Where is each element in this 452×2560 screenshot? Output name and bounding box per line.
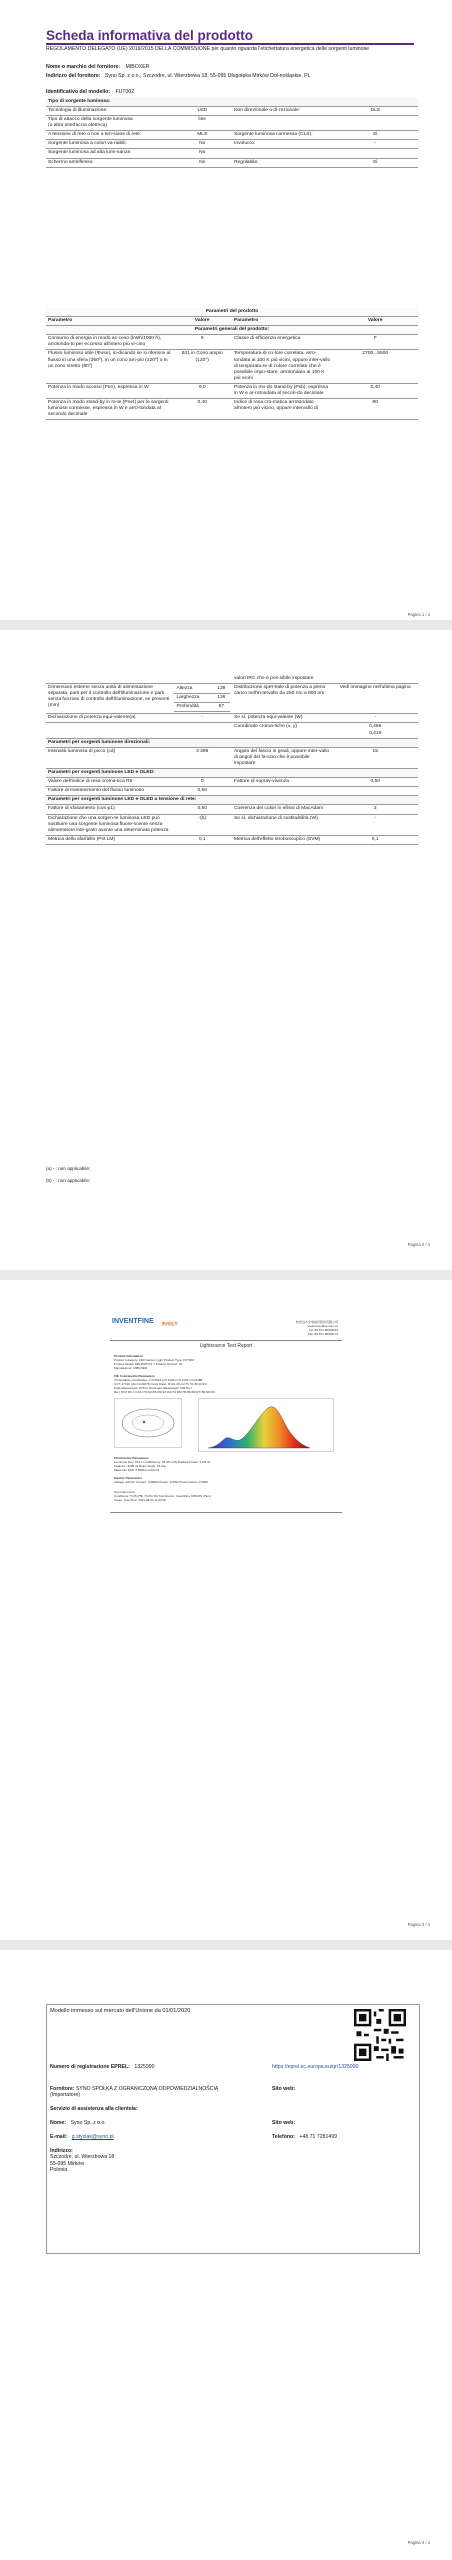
param-value: 0,50	[332, 778, 418, 787]
type-row	[46, 158, 418, 167]
cie-title: CIE Colorimetric Parameters	[114, 1374, 155, 1378]
param-label: Fattore di soprav-vivenza	[232, 778, 332, 787]
param-label: Fattore di mantenimento del flusso luminoso	[46, 787, 172, 796]
type-row	[46, 116, 418, 131]
test-line: Test Instrument:	[114, 1490, 136, 1494]
mains-row	[46, 835, 418, 844]
param-value: 3 399	[172, 747, 232, 768]
type-row	[46, 131, 418, 140]
product-info-title: Product Information	[114, 1354, 143, 1358]
param-value	[332, 149, 418, 158]
section-led-title: Parametri per sorgenti luminose LED e OLED:	[46, 769, 418, 778]
param-label	[232, 116, 332, 131]
test-report	[110, 1318, 342, 1528]
address-line	[46, 73, 406, 80]
param-label: Temperatura di co-lore correlata, arro-tondata ai 100 K più vicini, oppure inter-vallo di temperatu-re di colore correlate che è possibile impo-stare, arrotondato ai 100 K più vicini	[232, 350, 332, 383]
param-value	[332, 116, 418, 131]
report-bottom-rule	[110, 1512, 342, 1513]
site-label: Sito web:	[272, 2086, 296, 2092]
param-label: Se sì, dichiarazione di sostituibilità (W)	[232, 814, 332, 835]
addr-line: Polonia	[50, 2167, 68, 2174]
section-row	[46, 738, 418, 747]
eprel-link[interactable]: https://eprel.ec.europa.eu/qr/1325990	[272, 2064, 359, 2070]
dimension-name: Altezza	[174, 685, 212, 694]
param-value: 0,1	[172, 835, 232, 844]
inventfine-logo: INVENTFINE	[112, 1318, 154, 1325]
dimensions-row	[46, 684, 418, 714]
dimension-value: 139	[213, 685, 230, 694]
param-value: 80	[332, 399, 418, 420]
service-name	[50, 2120, 106, 2126]
param-label: Potenza in mo-do stand-by (Psb), espressa in W e ar-rotondata al secon-do decimale	[232, 383, 332, 398]
electric-block	[114, 1476, 208, 1484]
param-label: Fattore di sfasamento (cos φ1)	[46, 805, 172, 814]
supplier-site	[272, 2086, 295, 2092]
page-number-3: Pagina 3 / 4	[407, 1922, 430, 1927]
type-rows	[46, 107, 418, 168]
col-parametro-1: Parametro	[46, 317, 172, 326]
param-value: F	[332, 335, 418, 350]
product-line: Manufacturer: MiBOXER	[114, 1366, 148, 1370]
page-number-1: Pagina 1 / 4	[407, 612, 430, 617]
email-label: E-mail:	[50, 2134, 68, 2140]
param-label: Tecnologia di illuminazione:	[46, 107, 172, 116]
param-value: -	[332, 140, 418, 149]
param-label: Schermo antiriflesso:	[46, 158, 172, 167]
electric-line: Voltage: 220.0V Current: 0.0606A Power: 9.00W Power Factor: 0.5000	[114, 1480, 208, 1484]
param-label: Valore dell'indice di resa croma-tica R9	[46, 778, 172, 787]
parameters-continued-table	[46, 675, 418, 845]
note-a: (a) - : non applicabile;	[46, 1166, 91, 1171]
mains-row	[46, 814, 418, 835]
param-value: 15	[332, 747, 418, 768]
param-label: Involucro:	[232, 140, 332, 149]
param-label	[46, 675, 172, 684]
company-block	[296, 1320, 338, 1336]
eprel-registration	[50, 2064, 155, 2070]
phone-value: +48 71 7281499	[299, 2134, 338, 2140]
general-row	[46, 399, 418, 420]
param-value: No	[172, 158, 232, 167]
eprel-qr-code[interactable]	[354, 2009, 406, 2061]
param-value: -	[332, 714, 418, 723]
cie-block	[114, 1374, 215, 1394]
param-value: LED	[172, 107, 232, 116]
page-separator	[0, 1270, 452, 1280]
param-label: Angolo del fascio in gradi, oppure inter-vallo di angoli del fa-scio che è possibile impostare	[232, 747, 332, 768]
address-label: Indirizzo del fornitore:	[46, 73, 101, 79]
param-label: Consumo di energia in modo ac-ceso (kWh/1000 h), arrotonda-to per eccesso all'intero più vi-cino	[46, 335, 172, 350]
general-row	[46, 335, 418, 350]
param-label: Coerenza dei colori in ellissi di MacAdam	[232, 805, 332, 814]
section-mains-title: Parametri per sorgenti luminose LED e OLED a tensione di rete:	[46, 796, 418, 805]
param-label: Non direzionale o di-rezionale:	[232, 107, 332, 116]
product-line: Product Model: MB-3036712-7 Product Number: 01	[114, 1362, 183, 1366]
param-value: No	[172, 140, 232, 149]
param-label: Classe di efficienza energetica	[232, 335, 332, 350]
spectral-distribution-chart	[198, 1398, 334, 1452]
document-title: Scheda informativa del prodotto	[46, 28, 254, 43]
mains-row	[46, 805, 418, 814]
product-info-block	[114, 1354, 194, 1370]
address-value: Syno Sp. z o.o., Szczodre, ul. Wierzbowa 18, 55-095 Długołęka Mirków Dol-nośląskie, PL	[104, 73, 311, 79]
param-value: -	[172, 714, 232, 723]
supplier-block	[50, 2086, 240, 2099]
dimension-row	[174, 685, 230, 694]
market-heading: Modello immesso sul mercato dell'Unione da 01/01/2020	[50, 2008, 191, 2014]
param-label: Flusso luminoso utile (Φuse), in-dicando se si riferisce al flusso in una sfera (360º), in un cono am-pio (120º) o in un cono stretto (90º)	[46, 350, 172, 383]
col-valore-2: Valore	[332, 317, 418, 326]
param-value	[172, 675, 232, 684]
addr-line: Szczodre, ul. Wierzbowa 18	[50, 2154, 115, 2161]
section-general-title: Parametri del prodotto	[46, 308, 418, 317]
dimension-row	[174, 694, 230, 703]
page-separator	[0, 1940, 452, 1950]
param-value: -	[332, 814, 418, 835]
title-rule	[46, 43, 414, 45]
param-label: Sorgente luminosa a colori va-riabili:	[46, 140, 172, 149]
p4-supplier-label: Fornitore:	[50, 2086, 75, 2092]
regulation-intro: REGOLAMENTO DELEGATO (UE) 2019/2015 DELLA COMMISSIONE per quanto riguarda l'etichettatura energetica delle sorgenti luminose	[46, 46, 370, 52]
param-label: Potenza in modo stand-by in re-te (Pnet) per le sorgenti luminose connesse, espressa in W e arro-tondata al secondo decimale	[46, 399, 172, 420]
supplier-line	[46, 64, 406, 71]
eprel-reg-label: Numero di registrazione EPREL:	[50, 2064, 130, 2070]
model-value: FUT002	[115, 89, 135, 95]
param-value: 2	[332, 805, 418, 814]
param-value: Sì	[332, 131, 418, 140]
page-separator	[0, 620, 452, 630]
site2-label: Sito web:	[272, 2120, 296, 2126]
param-value: 0	[172, 778, 232, 787]
test-line: Tester: Test Time: 2021-08-31 11:30:02	[114, 1498, 166, 1502]
name-label: Nome:	[50, 2120, 67, 2126]
param-label: A tensione di rete o non a ten-sione di rete:	[46, 131, 172, 140]
param-value	[332, 675, 418, 684]
param-value: 841 in Cono ampio (120°)	[172, 350, 232, 383]
led-row	[46, 778, 418, 787]
dimension-row	[174, 703, 230, 712]
param-label: Sorgente luminosa ad alta lumi-nanza	[46, 149, 172, 158]
test-conditions-block	[114, 1490, 211, 1502]
param-value: 9	[172, 335, 232, 350]
param-value: 9,0	[172, 383, 232, 398]
page-1	[0, 0, 452, 620]
continued-row	[46, 675, 418, 684]
dimension-name: Larghezza	[174, 694, 212, 703]
page-number-2: Pagina 2 / 4	[407, 1242, 430, 1247]
photometric-block	[114, 1456, 210, 1472]
cie-line: Ra = 80.5 R9 = 0 R1=79 R2=86 R3=91 R4=79 R5=78 R6=80 R7=86 R8=64	[114, 1390, 215, 1394]
spectral-label: Distribuzione spet-trale di potenza a pieno carico nell'in-tervallo da 250 nm a 800 nm	[232, 684, 332, 714]
section-general-subtitle: Parametri generali del prodotto:	[46, 326, 418, 335]
param-value: -(b)	[172, 814, 232, 835]
param-value: 0,40	[172, 399, 232, 420]
param-label: Coordinate croma-tiche (x, y)	[232, 723, 332, 738]
param-value: No	[172, 149, 232, 158]
service-label: Servizio di assistenza alla clientela:	[50, 2106, 138, 2112]
addr-line: 55-095 Mirków	[50, 2160, 85, 2167]
company-url: www.inventfine.com.cn	[307, 1324, 338, 1328]
company-tel: Tel: 86-571-86691162	[309, 1328, 338, 1332]
param-label: Potenza in modo acceso (Pon), espressa in W	[46, 383, 172, 398]
email-link[interactable]: g.styziak@syno.pl	[71, 2134, 114, 2140]
model-label: Identificativo del modello:	[46, 89, 110, 95]
service-email	[50, 2134, 114, 2140]
param-label: valori IRC che è pos-sibile impostare	[232, 675, 332, 684]
p4-supplier-value: SYNO SPÓŁKA Z OGRANICZONĄ ODPOWIEDZIALNOŚCIĄ (Importatore)	[50, 2086, 219, 2099]
general-parameters-table	[46, 308, 418, 420]
phone-label: Telefono:	[272, 2134, 295, 2140]
section-row	[46, 769, 418, 778]
section-type-title: Tipo di sorgente luminosa:	[46, 98, 418, 107]
product-line: Product Category: LED Garden Light Product Type: FUT002	[114, 1358, 194, 1362]
service-title	[50, 2106, 138, 2112]
cie-line: CCT: 2714K (duv=0.00276) Color Ratio: R=10.4% G=75.7% B=13.9%	[114, 1382, 207, 1386]
addr-label: Indirizzo:	[50, 2148, 73, 2154]
general-row	[46, 350, 418, 383]
type-row	[46, 140, 418, 149]
supplier-value: MIBOXER	[125, 64, 150, 70]
name-value: Syno Sp. z o.o.	[70, 2120, 106, 2126]
type-row	[46, 149, 418, 158]
service-site	[272, 2120, 295, 2126]
light-source-type-table	[46, 98, 418, 107]
param-label	[232, 149, 332, 158]
type-row	[46, 107, 418, 116]
service-address	[50, 2148, 114, 2174]
param-label: Metrica dello sfarfallio (Pst LM)	[46, 835, 172, 844]
param-label: Regolabile:	[232, 158, 332, 167]
param-label: Sorgente luminosa connessa (CLS):	[232, 131, 332, 140]
photometric-title: Photometric Parameters	[114, 1456, 149, 1460]
param-label	[232, 787, 332, 796]
param-value: MLS	[172, 131, 232, 140]
param-label: Metrica dell'effetto stroboscopico (SVM)	[232, 835, 332, 844]
param-value: 0,50	[172, 805, 232, 814]
section-directional-title: Parametri per sorgenti luminose direzionali:	[46, 738, 418, 747]
spectral-value: Vedi immagine nell'ultima pagina	[332, 684, 418, 714]
photometric-line: Maximum PAR: 0.0000 μmol/s/m2	[114, 1468, 160, 1472]
report-title: Lightsource Test Report	[199, 1343, 253, 1349]
section-row	[46, 796, 418, 805]
general-row	[46, 383, 418, 398]
param-label: Se sì, potenza equi-valente (W)	[232, 714, 332, 723]
param-value: line	[172, 116, 232, 131]
param-label: Dichiarazione che una sorgen-te luminosa LED può sostituire una sorgente luminosa fluore-scente senza alimentatore inte-grato avente una determinata potenza	[46, 814, 172, 835]
param-label: Intensità luminosa di picco (cd)	[46, 747, 172, 768]
equivalent-row	[46, 714, 418, 723]
photometric-line: Luminous Flux: 841.1 lm Efficiency: 93.45 lm/W Radiant Power: 3.211 W	[114, 1460, 211, 1464]
chromaticity-diagram	[114, 1398, 182, 1448]
supplier-label: Nome o marchio del fornitore:	[46, 64, 121, 70]
company-name: 杭州远方光电信息股份有限公司	[295, 1320, 338, 1324]
model-line	[46, 89, 406, 96]
dimensions-values	[172, 684, 232, 714]
photometric-line: Peak Int.: 3399 cd Beam Angle: 15 deg	[114, 1464, 167, 1468]
cie-line: Chromaticity coordinates: x=0.4649 y=0.4190 u'=0.2705 v'=0.5488	[114, 1378, 203, 1382]
param-label: Tipo di attacco della sorgente luminosa (o altra interfaccia elettrica)	[46, 116, 172, 131]
param-value: 0,50	[172, 787, 232, 796]
directional-row	[46, 747, 418, 768]
cie-line: Peak Wavelength: 607nm Dominant Wavelength: 584.5nm	[114, 1386, 192, 1390]
eprel-reg-value: 1325990	[134, 2064, 155, 2070]
param-value: 0,465 0,419	[332, 723, 418, 738]
param-value: 2700...6500	[332, 350, 418, 383]
param-value: DLS	[332, 107, 418, 116]
page-2	[0, 630, 452, 1270]
dimension-name: Profondità	[174, 703, 212, 712]
param-value: 0,1	[332, 835, 418, 844]
company-fax: Fax: 86-571-86691176	[307, 1332, 338, 1336]
report-rule	[110, 1340, 342, 1341]
dimensions-label: Dimensioni esterne senza unità di alimentazione separata, parti per il controllo dell'illuminazione e parti senza funzioni di controllo dell'illuminazione, se presenti (mm)	[46, 684, 172, 714]
param-label: Dichiarazione di potenza equi-valente(a)	[46, 714, 172, 723]
test-line: Conditions: T=25.4℃, 70.0% RH Test Device: InventFine CMS-5S (Plus)	[114, 1494, 211, 1498]
param-value	[172, 723, 232, 738]
param-value: 0,40	[332, 383, 418, 398]
dimension-value: 136	[213, 694, 230, 703]
dimension-value: 87	[213, 703, 230, 712]
service-phone	[272, 2134, 337, 2140]
param-value	[332, 787, 418, 796]
electric-title: Electric Parameters	[114, 1476, 143, 1480]
col-valore-1: Valore	[172, 317, 232, 326]
col-parametro-2: Parametro	[232, 317, 332, 326]
param-label: Indice di resa cro-matica arrotondato all'intero più vicino, oppure intervallo di	[232, 399, 332, 420]
page-number-4: Pagina 4 / 4	[407, 2540, 430, 2545]
note-b: (b) - : non applicabile;	[46, 1178, 91, 1183]
param-label	[46, 723, 172, 738]
inventfine-logo-cn: 杭州远方	[162, 1321, 178, 1326]
param-value: Sì	[332, 158, 418, 167]
led-row	[46, 787, 418, 796]
chromaticity-row	[46, 723, 418, 738]
